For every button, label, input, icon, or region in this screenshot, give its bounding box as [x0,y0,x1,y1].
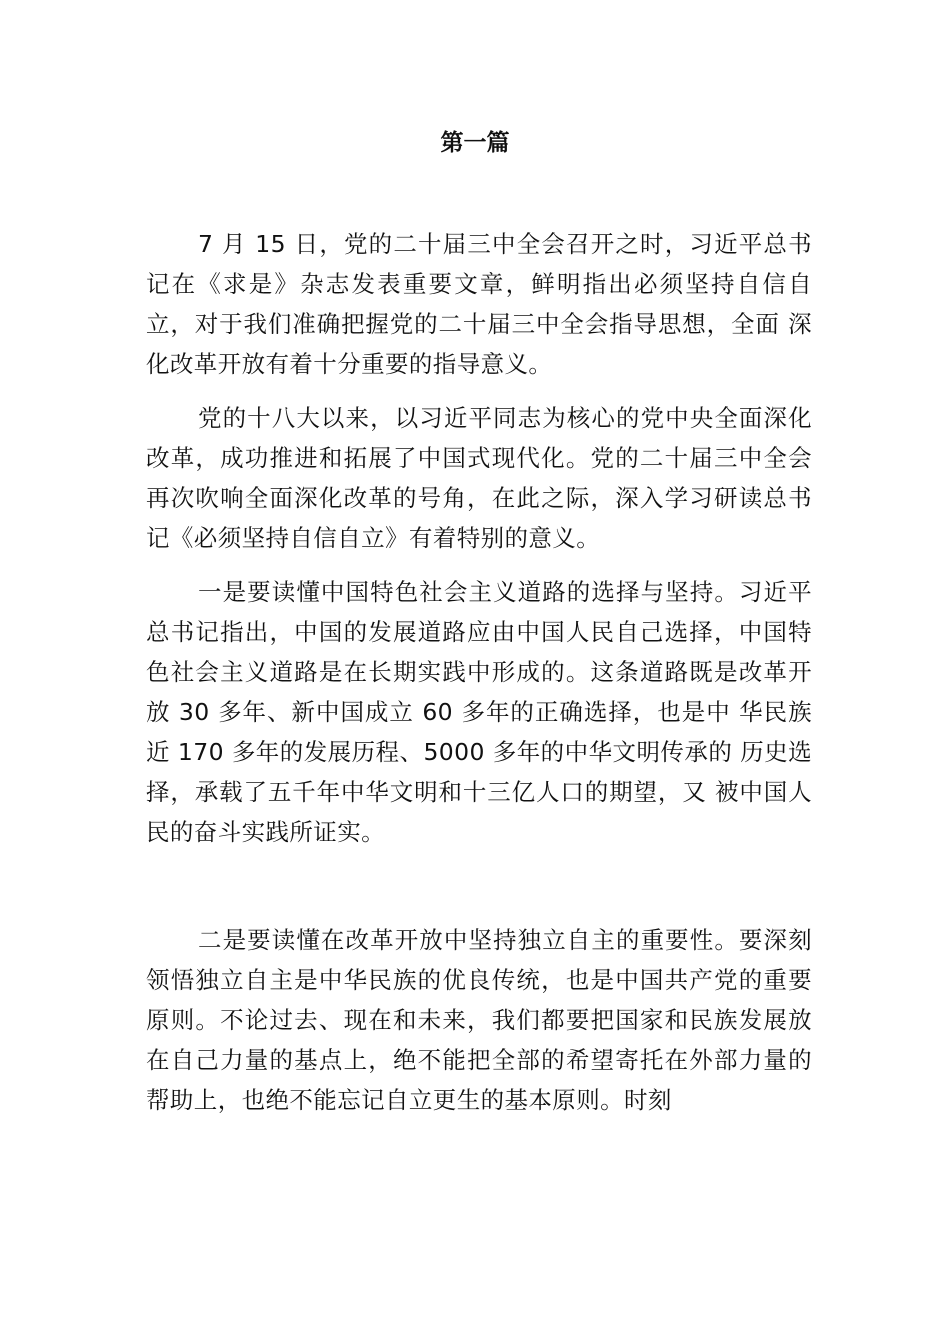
paragraph-3-container [146,572,812,852]
paragraph-1: 7 月 15 日，党的二十届三中全会召开之时，习近平总书 记在《求是》杂志发表重要文章，鲜明指出必须坚持自信自 立，对于我们准确把握党的二十届三中全会指导思想，全面 深化改革开放有着十分重要的指导意义。 [146,230,812,378]
paragraph-2: 党的十八大以来，以习近平同志为核心的党中央全面深化改革，成功推进和拓展了中国式现代化。党的二十届三中全会再次吹响全面深化改革的号角，在此之际，深入学习研读总书记《必须坚持自信自立》有着特别的意义。 [146,404,812,552]
document-title: 第一篇 [440,130,510,156]
paragraph-1-container [146,224,812,384]
paragraph-4-container [146,920,812,1120]
paragraph-3: 一是要读懂中国特色社会主义道路的选择与坚持。习近平总书记指出，中国的发展道路应由中国人民自己选择，中国特色社会主义道路是在长期实践中形成的。这条道路既是改革开放 30 多年、新中国成立 60 多年的正确选择，也是中 华民族近 170 多年的发展历程、5000 多年的中华文明传承的 历史选择，承载了五千年中华文明和十三亿人口的期望，又 被中国人民的奋斗实践所证实。 [146,578,812,846]
paragraph-2-container [146,398,812,558]
paragraph-4: 二是要读懂在改革开放中坚持独立自主的重要性。要深刻领悟独立自主是中华民族的优良传统，也是中国共产党的重要原则。不论过去、现在和未来，我们都要把国家和民族发展放在自己力量的基点上，绝不能把全部的希望寄托在外部力量的帮助上，也绝不能忘记自立更生的基本原则。时刻 [146,926,812,1114]
